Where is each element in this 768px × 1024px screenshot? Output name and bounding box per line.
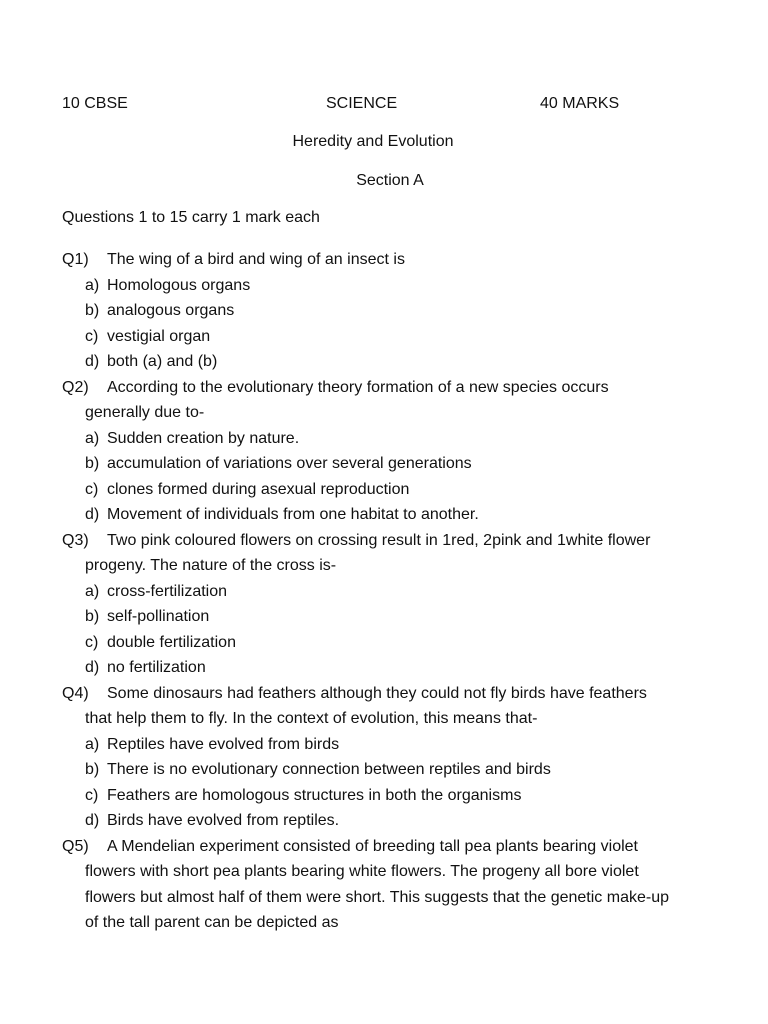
question-text: A Mendelian experiment consisted of breeding tall pea plants bearing violet xyxy=(107,837,638,855)
question-number: Q4) xyxy=(62,684,89,702)
subject-label: SCIENCE xyxy=(326,95,398,112)
option-text: vestigial organ xyxy=(107,327,211,345)
option-letter: a) xyxy=(85,735,100,753)
option-text: Birds have evolved from reptiles. xyxy=(107,812,340,829)
option-text: Homologous organs xyxy=(107,276,251,294)
answer-option xyxy=(62,426,702,452)
option-text: accumulation of variations over several generations xyxy=(107,455,472,472)
question-text: Some dinosaurs had feathers although they could not fly birds have feathers xyxy=(107,684,647,702)
answer-option xyxy=(62,757,702,783)
question-text: The wing of a bird and wing of an insect is xyxy=(107,251,405,268)
question-number: Q5) xyxy=(62,837,89,855)
option-text: Reptiles have evolved from birds xyxy=(107,735,340,753)
answer-option xyxy=(62,630,702,656)
option-text: Feathers are homologous structures in both the organisms xyxy=(107,786,522,804)
marks-label: 40 MARKS xyxy=(540,95,620,112)
question-text: Two pink coloured flowers on crossing result in 1red, 2pink and 1white flower xyxy=(107,531,651,549)
option-letter: a) xyxy=(85,582,100,600)
option-text: Sudden creation by nature. xyxy=(107,429,300,447)
answer-option xyxy=(62,451,702,477)
question-text-continuation: flowers with short pea plants bearing white flowers. The progeny all bore violet xyxy=(85,863,639,880)
answer-option xyxy=(62,808,702,834)
option-letter: c) xyxy=(85,786,99,804)
answer-option xyxy=(62,604,702,630)
class-label: 10 CBSE xyxy=(62,95,128,112)
question-text-continuation: of the tall parent can be depicted as xyxy=(85,914,339,931)
option-letter: b) xyxy=(85,608,100,625)
question-text-continuation: that help them to fly. In the context of evolution, this means that- xyxy=(85,710,538,727)
question-list xyxy=(62,247,702,936)
answer-option xyxy=(62,783,702,809)
option-letter: c) xyxy=(85,327,99,345)
option-letter: c) xyxy=(85,480,99,498)
topic-title: Heredity and Evolution xyxy=(292,133,454,150)
answer-option xyxy=(62,579,702,605)
option-letter: d) xyxy=(85,353,100,370)
option-text: clones formed during asexual reproduction xyxy=(107,480,410,498)
answer-option xyxy=(62,324,702,350)
option-text: self-pollination xyxy=(107,608,210,625)
question-item xyxy=(62,681,702,834)
question-text-continuation: generally due to- xyxy=(85,404,205,421)
option-letter: d) xyxy=(85,506,100,523)
question-item xyxy=(62,247,702,375)
option-text: cross-fertilization xyxy=(107,582,228,600)
option-text: analogous organs xyxy=(107,302,235,319)
option-letter: c) xyxy=(85,633,99,651)
answer-option xyxy=(62,655,702,681)
answer-option xyxy=(62,349,702,375)
question-number: Q3) xyxy=(62,531,89,549)
question-item xyxy=(62,375,702,528)
question-stem-line xyxy=(62,528,702,554)
question-stem-line xyxy=(62,247,702,273)
question-number: Q2) xyxy=(62,378,89,396)
question-text-continuation: progeny. The nature of the cross is- xyxy=(85,557,337,574)
question-stem-line xyxy=(62,834,702,860)
question-text: According to the evolutionary theory formation of a new species occurs xyxy=(107,378,609,396)
answer-option xyxy=(62,477,702,503)
answer-option xyxy=(62,732,702,758)
option-text: There is no evolutionary connection between reptiles and birds xyxy=(107,761,551,778)
instructions-text: Questions 1 to 15 carry 1 mark each xyxy=(62,209,320,226)
option-text: both (a) and (b) xyxy=(107,353,218,370)
option-text: no fertilization xyxy=(107,659,206,676)
option-text: Movement of individuals from one habitat to another. xyxy=(107,506,479,523)
option-letter: d) xyxy=(85,659,100,676)
option-letter: b) xyxy=(85,302,100,319)
option-letter: b) xyxy=(85,455,100,472)
answer-option xyxy=(62,298,702,324)
option-letter: a) xyxy=(85,429,100,447)
question-stem-line xyxy=(62,375,702,401)
answer-option xyxy=(62,273,702,299)
section-title: Section A xyxy=(356,172,424,189)
question-stem-line xyxy=(62,681,702,707)
option-letter: d) xyxy=(85,812,100,829)
header-row xyxy=(62,95,682,115)
option-letter: a) xyxy=(85,276,100,294)
question-number: Q1) xyxy=(62,251,89,268)
option-letter: b) xyxy=(85,761,100,778)
question-text-continuation: flowers but almost half of them were short. This suggests that the genetic make-up xyxy=(85,888,669,906)
option-text: double fertilization xyxy=(107,633,236,651)
question-item xyxy=(62,528,702,681)
question-item xyxy=(62,834,702,936)
answer-option xyxy=(62,502,702,528)
